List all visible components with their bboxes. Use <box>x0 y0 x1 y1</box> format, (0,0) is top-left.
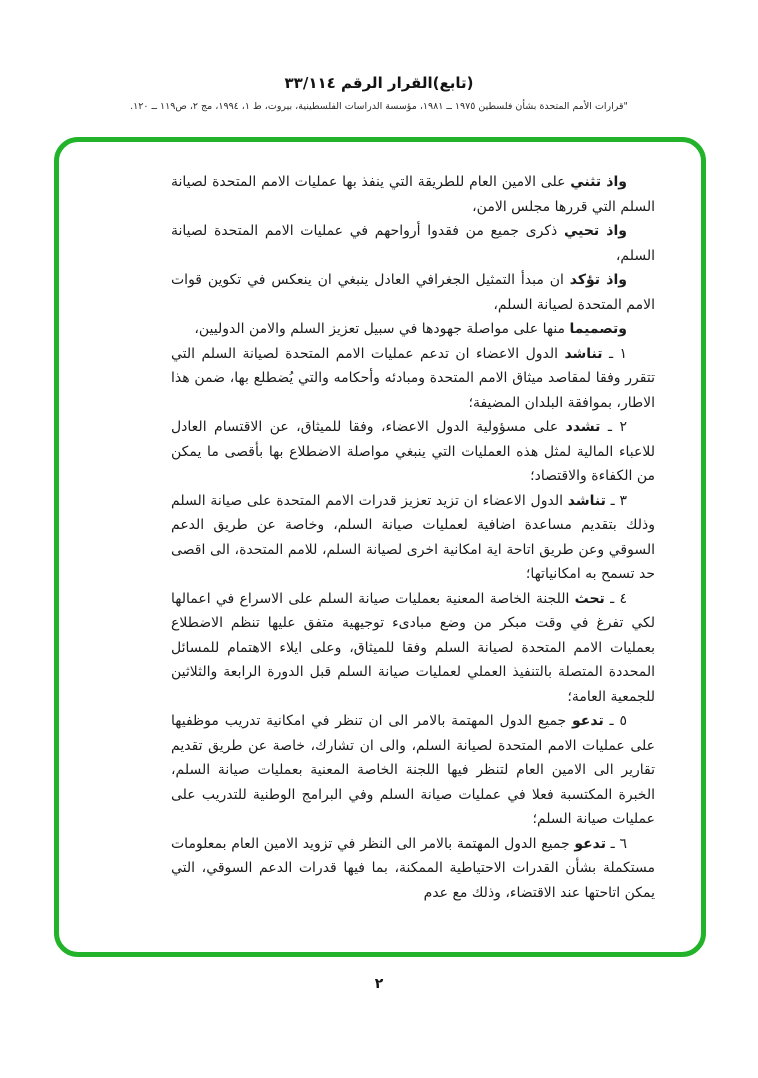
paragraph-text: الدول الاعضاء ان تدعم عمليات الامم المتحدة لصيانة السلم التي تتقرر وفقا لمقاصد ميثاق الامم المتحدة ومبادئه وأحكامه والتي يُضطلع بها، ضمن هذا الاطار، بموافقة البلدان المضيفة؛ <box>171 345 655 411</box>
paragraph-number: ٥ ـ <box>603 713 627 729</box>
paragraph-preamble-3 <box>171 268 655 317</box>
paragraph-item-5 <box>171 709 655 832</box>
paragraph-number: ١ ـ <box>602 345 627 362</box>
paragraph-lead: تحث <box>574 590 605 607</box>
paragraph-text: جميع الدول المهتمة بالامر الى النظر في تزويد الامين العام بمعلومات مستكملة بشأن القدرات الاحتياطية الممكنة، بما فيها قدرات الدعم السوقي، التي يمكن اتاحتها عند الاقتضاء، وذلك مع عدم <box>171 835 655 901</box>
paragraph-text: اللجنة الخاصة المعنية بعمليات صيانة السلم على الاسراع في اعمالها لكي تفرغ في وقت مبكر من وضع مبادىء توجيهية متفق عليها تنظم الاضطلاع بعمليات الامم المتحدة لصيانة السلم وفقا للميثاق، وعلى ايلاء الاهتمام للمسائل المحددة المتصلة بالتنفيذ العملي لعمليات صيانة السلم قبل الدورة الرابعة والثلاثين للجمعية العامة؛ <box>171 590 655 705</box>
page-number: ٢ <box>374 976 384 992</box>
paragraph-number: ٤ ـ <box>604 590 627 607</box>
paragraph-preamble-1 <box>171 170 655 219</box>
paragraph-lead: تدعو <box>572 713 604 729</box>
paragraph-lead: تدعو <box>574 835 606 852</box>
paragraph-item-3 <box>171 489 655 587</box>
document-header <box>0 74 758 112</box>
content-border-box <box>54 137 706 957</box>
paragraph-lead: واذ تؤكد <box>569 272 627 288</box>
paragraph-number: ٦ ـ <box>606 835 627 852</box>
citation-line: "قرارات الأمم المتحدة بشأن فلسطين ١٩٧٥ ــ ١٩٨١، مؤسسة الدراسات الفلسطينية، بيروت، ط ١، ١٩٩٤، مج ٢، ص١١٩ ــ ١٢٠. <box>130 101 628 112</box>
paragraph-text: على الامين العام للطريقة التي ينفذ بها عمليات الامم المتحدة لصيانة السلم التي قررها مجلس الامن، <box>171 174 655 215</box>
body-text <box>171 170 655 905</box>
paragraph-number: ٣ ـ <box>605 492 627 509</box>
paragraph-text: منها على مواصلة جهودها في سبيل تعزيز السلم والامن الدوليين، <box>194 321 570 337</box>
paragraph-text: الدول الاعضاء ان تزيد تعزيز قدرات الامم المتحدة على صيانة السلم وذلك بتقديم مساعدة اضافية لعمليات صيانة السلم، وخاصة عن طريق الدعم السوقي وعن طريق اتاحة اية امكانية اخرى لصيانة السلم، للامم المتحدة، الى اقصى حد تسمح به امكانياتها؛ <box>171 492 655 582</box>
paragraph-lead: تناشد <box>564 345 603 362</box>
paragraph-lead: تشدد <box>565 419 601 435</box>
paragraph-text: ذكرى جميع من فقدوا أرواحهم في عمليات الامم المتحدة لصيانة السلم، <box>171 223 655 264</box>
paragraph-lead: وتصميما <box>569 321 627 337</box>
paragraph-preamble-4 <box>171 317 655 342</box>
page-title: (تابع)القرار الرقم ٣٣/١١٤ <box>284 74 474 92</box>
paragraph-item-2 <box>171 415 655 489</box>
paragraph-item-1 <box>171 342 655 416</box>
paragraph-text: جميع الدول المهتمة بالامر الى ان تنظر في امكانية تدريب موظفيها على عمليات الامم المتحدة لصيانة السلم، والى ان تشارك، خاصة عن طريق تقديم تقارير الى الامين العام لتنظر فيها اللجنة الخاصة المعنية بعمليات صيانة السلم، الخبرة المكتسبة فعلا في عمليات صيانة السلم وفي البرامج الوطنية للتدريب على عمليات صيانة السلم؛ <box>171 713 655 827</box>
paragraph-lead: تناشد <box>567 492 606 509</box>
paragraph-lead: واذ تحيي <box>563 223 627 239</box>
paragraph-number: ٢ ـ <box>600 419 627 435</box>
paragraph-text: ان مبدأ التمثيل الجغرافي العادل ينبغي ان ينعكس في تكوين قوات الامم المتحدة لصيانة السلم، <box>171 272 655 313</box>
paragraph-preamble-2 <box>171 219 655 268</box>
paragraph-text: على مسؤولية الدول الاعضاء، وفقا للميثاق، عن الاقتسام العادل للاعباء المالية لمثل هذه العمليات التي ينبغي مواصلة الاضطلاع بها بأقصى ما يمكن من الكفاءة والاقتصاد؛ <box>171 419 655 484</box>
paragraph-item-6 <box>171 832 655 906</box>
paragraph-lead: واذ تثني <box>570 174 627 190</box>
paragraph-item-4 <box>171 587 655 710</box>
